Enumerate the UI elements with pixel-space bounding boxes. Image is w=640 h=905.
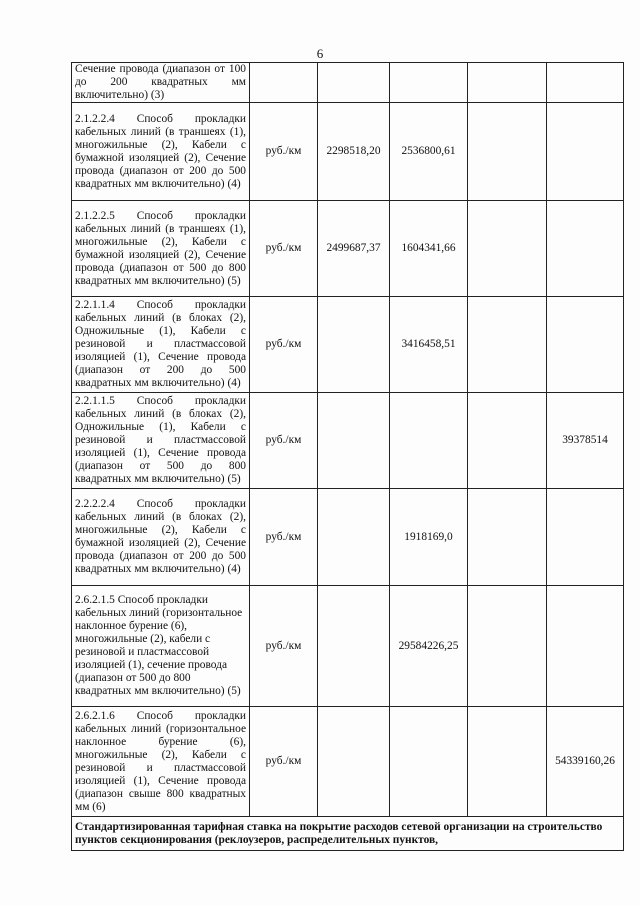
section-heading: Стандартизированная тарифная ставка на покрытие расходов сетевой организации на строительство пунктов секционирования (реклоузеров, распределительных пунктов, (72, 817, 624, 851)
row-unit: руб./км (250, 393, 318, 489)
row-value-col4 (547, 201, 624, 297)
row-value-col2 (390, 707, 468, 817)
table-row (72, 297, 624, 393)
row-value-col4: 39378514 (547, 393, 624, 489)
row-value-col3 (468, 103, 547, 201)
table-row (72, 201, 624, 297)
row-value-col2 (390, 63, 468, 103)
row-unit: руб./км (250, 707, 318, 817)
row-value-col4 (547, 586, 624, 707)
row-description: 2.6.2.1.6 Способ прокладки кабельных линий (горизонтальное наклонное бурение (6), многожильные (2), Кабели с резиновой и пластмассовой изоляцией (1), Сечение провода (диапазон свыше 800 квадратных мм (6) (72, 707, 250, 817)
row-value-col1 (318, 489, 390, 586)
row-value-col2: 3416458,51 (390, 297, 468, 393)
tariff-table (71, 62, 624, 851)
row-unit (250, 63, 318, 103)
row-unit: руб./км (250, 297, 318, 393)
row-value-col4 (547, 103, 624, 201)
row-description: 2.6.2.1.5 Способ прокладки кабельных линий (горизонтальное наклонное бурение (6), многожильные (2), кабели с резиновой и пластмассовой изоляцией (1), сечение провода (диапазон от 500 до 800 квадратных мм включительно) (5) (72, 586, 250, 707)
table-row (72, 103, 624, 201)
row-unit: руб./км (250, 201, 318, 297)
row-value-col2: 2536800,61 (390, 103, 468, 201)
row-value-col1 (318, 393, 390, 489)
row-value-col1 (318, 586, 390, 707)
row-value-col3 (468, 201, 547, 297)
table-row (72, 63, 624, 103)
row-value-col4 (547, 489, 624, 586)
row-unit: руб./км (250, 103, 318, 201)
row-value-col3 (468, 707, 547, 817)
row-value-col3 (468, 489, 547, 586)
row-value-col4: 54339160,26 (547, 707, 624, 817)
row-value-col1 (318, 63, 390, 103)
row-value-col3 (468, 63, 547, 103)
row-value-col1 (318, 707, 390, 817)
table-row (72, 393, 624, 489)
row-unit: руб./км (250, 489, 318, 586)
row-value-col3 (468, 297, 547, 393)
row-description: 2.2.1.1.5 Способ прокладки кабельных линий (в блоках (2), Одножильные (1), Кабели с резиновой и пластмассовой изоляцией (1), Сечение провода (диапазон от 500 до 800 квадратных мм включительно) (5) (72, 393, 250, 489)
row-value-col3 (468, 586, 547, 707)
row-value-col2: 29584226,25 (390, 586, 468, 707)
row-value-col2: 1918169,0 (390, 489, 468, 586)
row-value-col2: 1604341,66 (390, 201, 468, 297)
row-value-col3 (468, 393, 547, 489)
row-value-col1: 2298518,20 (318, 103, 390, 201)
table-row (72, 489, 624, 586)
row-value-col4 (547, 297, 624, 393)
page-number: 6 (316, 46, 324, 61)
row-value-col4 (547, 63, 624, 103)
row-description: Сечение провода (диапазон от 100 до 200 квадратных мм включительно) (3) (72, 63, 250, 103)
row-unit: руб./км (250, 586, 318, 707)
row-value-col1: 2499687,37 (318, 201, 390, 297)
row-description: 2.2.2.2.4 Способ прокладки кабельных линий (в блоках (2), многожильные (2), Кабели с бумажной изоляцией (2), Сечение провода (диапазон от 200 до 500 квадратных мм включительно) (4) (72, 489, 250, 586)
table-row (72, 586, 624, 707)
table-row (72, 707, 624, 817)
row-description: 2.2.1.1.4 Способ прокладки кабельных линий (в блоках (2), Одножильные (1), Кабели с резиновой и пластмассовой изоляцией (1), Сечение провода (диапазон от 200 до 500 квадратных мм включительно) (4) (72, 297, 250, 393)
row-description: 2.1.2.2.5 Способ прокладки кабельных линий (в траншеях (1), многожильные (2), Кабели с бумажной изоляцией (2), Сечение провода (диапазон от 500 до 800 квадратных мм включительно) (5) (72, 201, 250, 297)
row-description: 2.1.2.2.4 Способ прокладки кабельных линий (в траншеях (1), многожильные (2), Кабели с бумажной изоляцией (2), Сечение провода (диапазон от 200 до 500 квадратных мм включительно) (4) (72, 103, 250, 201)
row-value-col1 (318, 297, 390, 393)
section-footer-row (72, 817, 624, 851)
row-value-col2 (390, 393, 468, 489)
